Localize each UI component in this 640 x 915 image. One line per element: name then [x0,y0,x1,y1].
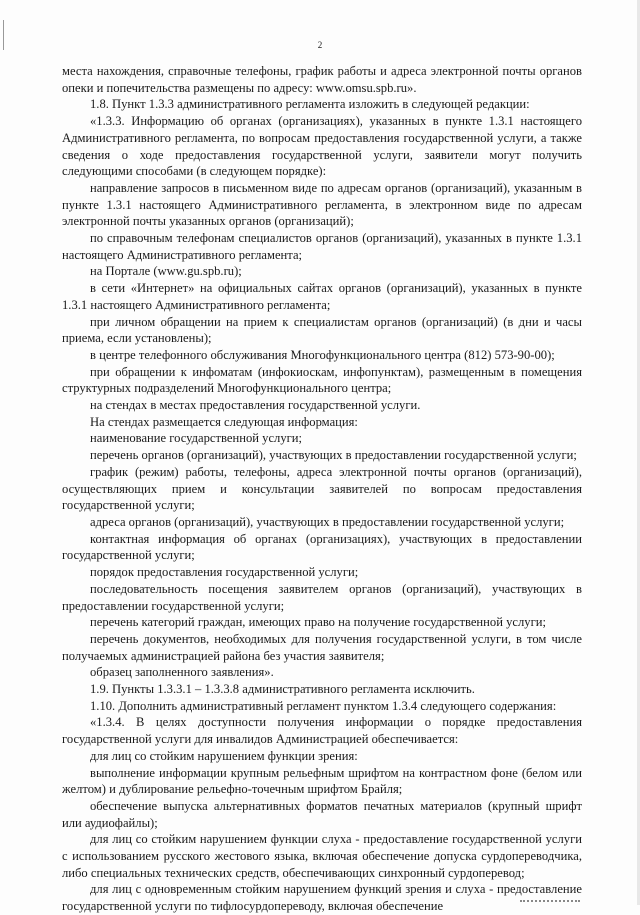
paragraph-25: для лиц со стойким нарушением функции зрения: [90,748,358,763]
paragraph-29: для лиц с одновременным стойким нарушением функций зрения и слуха - предоставление государственной услуги по тифлосурдопереводу, включая обеспечение [62,882,582,914]
paragraph-14: график (режим) работы, телефоны, адреса электронной почты органов (организаций), осуществляющих прием и консультации заявителей по вопросам предоставления государственной услуги; [62,464,582,513]
paragraph-28: для лиц со стойким нарушением функции слуха - предоставление государственной услуги с использованием русского жестового языка, включая обеспечение допуска сурдопереводчика, либо специальных технических средств, обеспечивающих синхронный сурдоперевод; [62,832,582,880]
paragraph-0: места нахождения, справочные телефоны, график работы и адреса электронной почты органов опеки и попечительства размещены по адресу: www.omsu.spb.ru». [62,64,582,95]
paragraph-5: на Портале (www.gu.spb.ru); [90,264,242,279]
paragraph-3: направление запросов в письменном виде по адресам органов (организаций), указанным в пункте 1.3.1 настоящего Административного регламента, в электронном виде по адресам электронной почты указанных органов (организаций); [62,180,582,229]
page-number: 2 [317,40,323,50]
paragraph-24: «1.3.4. В целях доступности получения информации о порядке предоставления государственной услуги для инвалидов Администрацией обеспечивается: [62,715,582,747]
paragraph-23: 1.10. Дополнить административный регламент пунктом 1.3.4 следующего содержания: [90,698,557,713]
paragraph-15: адреса органов (организаций), участвующих в предоставлении государственной услуги; [90,514,565,529]
paragraph-17: порядок предоставления государственной услуги; [90,565,359,580]
paragraph-22: 1.9. Пункты 1.3.3.1 – 1.3.3.8 административного регламента исключить. [90,682,475,697]
paragraph-8: в центре телефонного обслуживания Многофункционального центра (812) 573-90-00); [90,347,555,362]
paragraph-20: перечень документов, необходимых для получения государственной услуги, в том числе получаемых администрацией района без участия заявителя; [62,631,582,663]
paragraph-2: «1.3.3. Информацию об органах (организациях), указанных в пункте 1.3.1 настоящего Административного регламента, по вопросам предоставления государственной услуги, а также сведения о ходе предоставления государственной услуги, заявители могут получить следующими способами (в следующем порядке): [62,114,582,179]
paragraph-7: при личном обращении на прием к специалистам органов (организаций) (в дни и часы приема, если установлены); [62,314,582,346]
paragraph-10: на стендах в местах предоставления государственной услуги. [90,398,421,413]
paragraph-27: обеспечение выпуска альтернативных форматов печатных материалов (крупный шрифт или аудиофайлы); [62,798,582,830]
scan-bottom-dots [520,898,580,902]
paragraph-18: последовательность посещения заявителем органов (организаций), участвующих в предоставлении государственной услуги; [62,581,582,613]
paragraph-4: по справочным телефонам специалистов органов (организаций), указанных в пункте 1.3.1 настоящего Административного регламента; [62,231,582,262]
paragraph-13: перечень органов (организаций), участвующих в предоставлении государственной услуги; [90,448,577,463]
paragraph-9: при обращении к инфоматам (инфокиоскам, инфопунктам), размещенным в помещения структурных подразделений Многофункционального центра; [62,364,582,396]
paragraph-11: На стендах размещается следующая информация: [90,414,358,429]
paragraph-19: перечень категорий граждан, имеющих право на получение государственной услуги; [90,615,546,630]
paragraph-6: в сети «Интернет» на официальных сайтах органов (организаций), указанных в пункте 1.3.1 настоящего Административного регламента; [62,281,582,312]
paragraph-16: контактная информация об органах (организациях), участвующих в предоставлении государственной услуги; [62,531,582,563]
paragraph-26: выполнение информации крупным рельефным шрифтом на контрастном фоне (белом или желтом) и дублирование рельефно-точечным шрифтом Брайля; [62,765,582,797]
document-body [62,63,582,915]
paragraph-1: 1.8. Пункт 1.3.3 административного регламента изложить в следующей редакции: [90,97,530,112]
paragraph-21: образец заполненного заявления». [90,665,274,680]
paragraph-12: наименование государственной услуги; [90,431,303,446]
